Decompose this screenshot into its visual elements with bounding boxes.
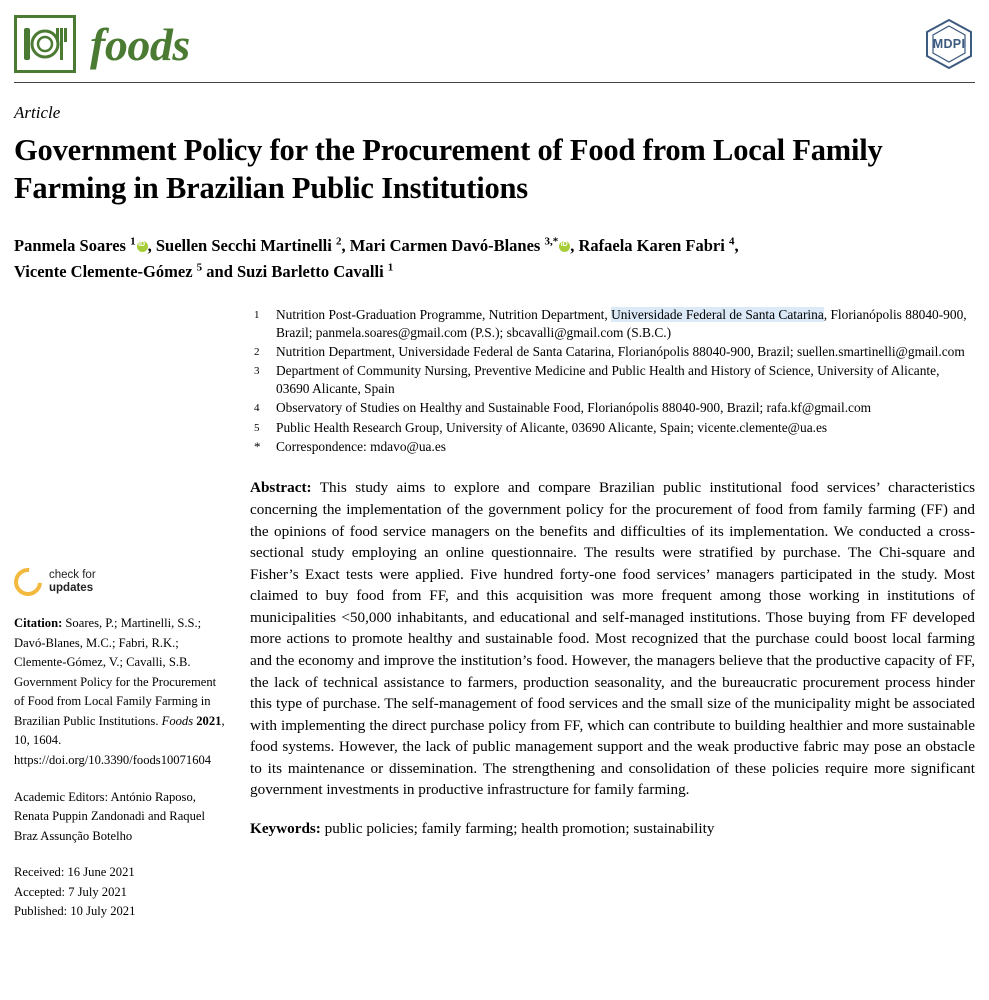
author-name: , Rafaela Karen Fabri (570, 236, 729, 256)
affiliation-text-cont: , Florianópolis 88040-900, Brazil; panmela.soares@gmail.com (P.S.); sbcavalli@gmail.com (S.B.C.) (276, 307, 967, 341)
published-date: Published: 10 July 2021 (14, 904, 136, 919)
affiliation-item (250, 399, 975, 417)
affiliation-text: Nutrition Post-Graduation Programme, Nutrition Department, (276, 307, 612, 323)
affiliation-text: Department of Community Nursing, Preventive Medicine and Public Health and History of Science, University of Alicante, 03690 Alicante, Spain (276, 363, 940, 397)
author-affil-marker: 1 (130, 235, 136, 248)
received-date: Received: 16 June 2021 (14, 865, 135, 880)
crossmark-badge[interactable] (14, 568, 226, 596)
author-affil-marker: 4 (728, 235, 735, 248)
author-name: Vicente Clemente-Gómez (14, 261, 197, 281)
crossmark-line-1: check for (49, 568, 96, 581)
affiliation-item (250, 362, 975, 397)
citation-text: Soares, P.; Martinelli, S.S.; Davó-Blanes, M.C.; Fabri, R.K.; Clemente-Gómez, V.; Cavalli, S.B. Government Policy for the Procurement of Food from Local Family Farming in Brazilian Public Institutions. (14, 616, 217, 728)
publication-dates (14, 863, 226, 922)
affiliation-item (250, 438, 975, 456)
keywords-label: Keywords: (250, 820, 321, 838)
affiliation-text: Public Health Research Group, University of Alicante, 03690 Alicante, Spain; vicente.clemente@ua.es (276, 419, 828, 435)
author-affil-marker: 5 (196, 261, 203, 274)
masthead (14, 0, 975, 76)
page-title: Government Policy for the Procurement of Food from Local Family Farming in Brazilian Public Institutions (14, 133, 883, 206)
sidebar (14, 306, 244, 921)
affiliation-highlight: Universidade Federal de Santa Catarina (611, 307, 824, 323)
author-affil-marker: 1 (387, 261, 394, 274)
affiliation-text: Observatory of Studies on Healthy and Sustainable Food, Florianópolis 88040-900, Brazil; rafa.kf@gmail.com (276, 400, 872, 416)
citation-label: Citation: (14, 616, 63, 631)
author-name: Panmela Soares (14, 236, 131, 256)
citation-volume-doi: , 10, 1604. https://doi.org/10.3390/foods10071604 (14, 713, 225, 767)
affiliations-list (250, 306, 975, 455)
crossmark-line-2: updates (49, 582, 94, 595)
accepted-date: Accepted: 7 July 2021 (14, 884, 127, 899)
article-type: Article (14, 103, 61, 122)
academic-editors: Academic Editors: António Raposo, Renata Puppin Zandonadi and Raquel Braz Assunção Botelho (14, 789, 205, 843)
affiliation-text: Nutrition Department, Universidade Federal de Santa Catarina, Florianópolis 88040-900, Brazil; suellen.smartinelli@gmail.com (276, 344, 965, 360)
author-name: and Suzi Barletto Cavalli (202, 261, 388, 281)
affiliation-item (250, 306, 975, 341)
abstract-label: Abstract: (250, 479, 312, 497)
crossmark-icon (8, 563, 47, 602)
author-list (14, 233, 975, 284)
affiliation-marker: 5 (254, 421, 260, 434)
citation-block (14, 614, 226, 770)
plate-cutlery-icon (14, 15, 76, 73)
author-affil-marker: 2 (335, 235, 342, 248)
mdpi-label: MDPI (932, 37, 966, 51)
citation-journal: Foods (161, 713, 194, 728)
citation-year: 2021 (193, 713, 222, 728)
affiliation-item (250, 419, 975, 437)
affiliation-marker: 2 (254, 346, 260, 359)
correspondence-text: Correspondence: mdavo@ua.es (276, 438, 446, 454)
abstract-text: This study aims to explore and compare Brazilian public institutional food services’ characteristics concerning the implementation of the government policy for the procurement of food from family farming (FF) and the opinions of food service managers on the benefits and difficulties of its implementation. We conducted a cross-sectional study employing an online questionnaire. The results were stratified by purchase. The Chi-square and Fisher’s Exact tests were applied. Five hundred forty-one food services’ managers participated in the study. Most claimed to buy food from FF, and this acquisition was more frequent among those working in institutions of municipalities <50,000 inhabitants, and educational and self-managed institutions. Those buying from FF developed more actions to promote healthy and sustainable food. Most recognized that the purchase could boost local farming and the economy and improve the institution’s food. However, the managers believe that the productive capacity of FF, the lack of technical assistance to farmers, production seasonality, and the bureaucratic procurement process hinder this type of purchase. The self-management of food services and the small size of the municipality might be associated with implementing the direct purchase policy from FF, which can contribute to building healthier and more sustainable food systems. However, the lack of public management support and the weak productive fabric may pose an obstacle to its maintenance or dissemination. The strengthening and consolidation of these policies require more significant government investments in productive infrastructure for family farming. (250, 479, 975, 799)
journal-brand (14, 15, 190, 73)
affiliation-item (250, 343, 975, 361)
author-name: , Mari Carmen Davó-Blanes (341, 236, 545, 256)
author-separator: , (734, 236, 739, 256)
affiliation-marker: 3 (254, 365, 260, 378)
orcid-icon[interactable] (137, 241, 148, 252)
header-divider (14, 82, 975, 83)
article-body (14, 306, 975, 921)
correspondence-marker: * (254, 438, 261, 454)
main-column (244, 306, 975, 921)
author-name: , Suellen Secchi Martinelli (147, 236, 336, 256)
journal-title: foods (90, 18, 190, 70)
affiliation-marker: 1 (254, 309, 260, 322)
keywords-text: public policies; family farming; health promotion; sustainability (320, 820, 715, 838)
author-affil-marker: 3,* (544, 235, 559, 248)
abstract (250, 477, 975, 801)
mdpi-logo (923, 18, 975, 70)
keywords (250, 818, 975, 840)
orcid-icon[interactable] (559, 241, 570, 252)
affiliation-marker: 4 (254, 402, 260, 415)
